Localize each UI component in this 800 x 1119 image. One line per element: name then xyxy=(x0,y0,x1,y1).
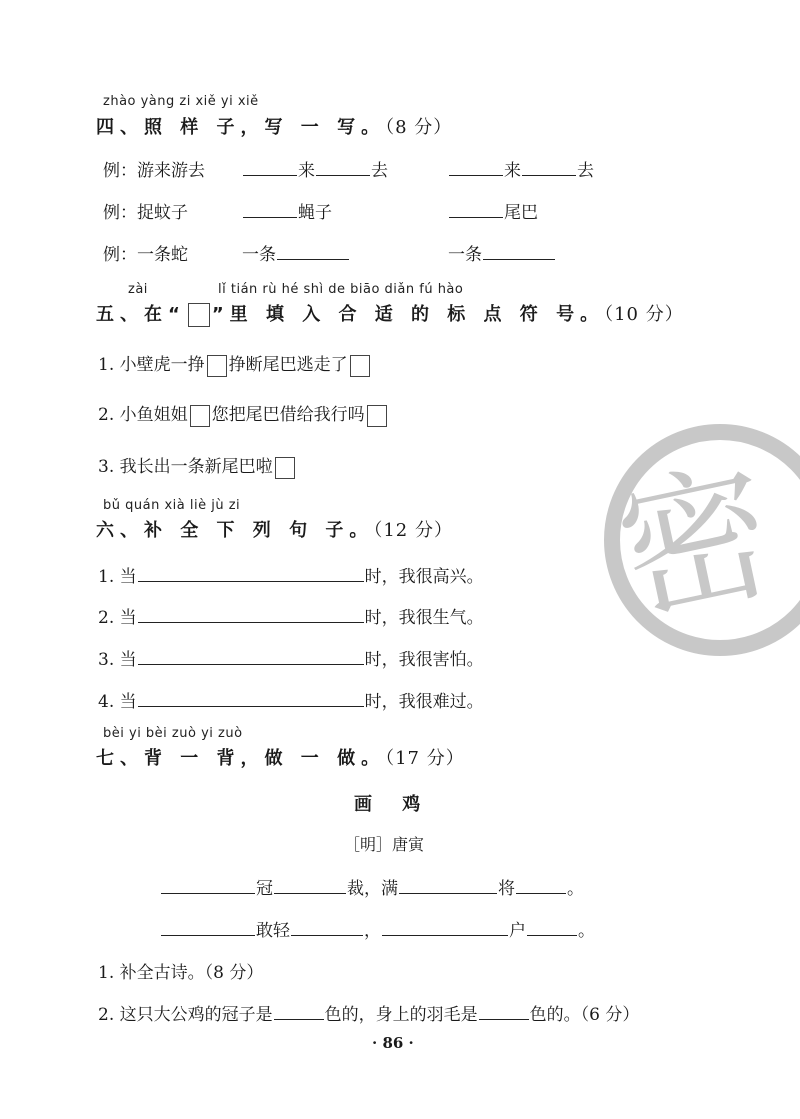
answer-blank[interactable] xyxy=(138,604,364,623)
answer-blank[interactable] xyxy=(277,241,349,260)
answer-blank[interactable] xyxy=(449,157,503,176)
answer-blank[interactable] xyxy=(399,875,497,894)
section6-item2: 2. 当 时，我很生气。 xyxy=(98,603,484,628)
section6-pinyin: bǔ quán xià liè jù zi xyxy=(103,498,241,513)
punctuation-box[interactable] xyxy=(367,405,387,427)
section4-row1-b: 来 去 xyxy=(448,156,594,181)
answer-blank[interactable] xyxy=(316,157,370,176)
section6-item4: 4. 当 时，我很难过。 xyxy=(98,687,484,712)
section6-item3: 3. 当 时，我很害怕。 xyxy=(98,645,484,670)
svg-text:密: 密 xyxy=(604,443,788,645)
punctuation-box[interactable] xyxy=(275,457,295,479)
answer-blank[interactable] xyxy=(138,646,364,665)
section4-row2-a: 蝇子 xyxy=(242,198,332,223)
poem-line2: 敢轻 ， 户 。 xyxy=(160,916,595,941)
answer-blank[interactable] xyxy=(449,199,503,218)
section4-row1-a: 来 去 xyxy=(242,156,388,181)
section7-pinyin: bèi yi bèi zuò yi zuò xyxy=(103,726,243,741)
section5-pinyin-zai: zài xyxy=(128,282,148,297)
answer-blank[interactable] xyxy=(382,917,508,936)
answer-blank[interactable] xyxy=(274,1001,324,1020)
answer-blank[interactable] xyxy=(243,157,297,176)
poem-title: 画 鸡 xyxy=(354,794,433,815)
section6-item1: 1. 当 时，我很高兴。 xyxy=(98,562,484,587)
punctuation-box[interactable] xyxy=(190,405,210,427)
answer-blank[interactable] xyxy=(479,1001,529,1020)
answer-blank[interactable] xyxy=(138,563,364,582)
answer-blank[interactable] xyxy=(291,917,363,936)
page-number: · 86 · xyxy=(372,1034,414,1052)
section5-pinyin: lǐ tián rù hé shì de biāo diǎn fú hào xyxy=(218,282,464,297)
answer-blank[interactable] xyxy=(138,688,364,707)
section4-row3-b: 一条 xyxy=(448,240,556,265)
section7-q2: 2. 这只大公鸡的冠子是 色的，身上的羽毛是 色的。（6 分） xyxy=(98,1000,639,1025)
section7-q1: 1. 补全古诗。（8 分） xyxy=(98,963,264,983)
answer-blank[interactable] xyxy=(483,241,555,260)
section5-item1: 1. 小壁虎一挣 挣断尾巴逃走了 xyxy=(98,350,372,377)
punctuation-box[interactable] xyxy=(207,355,227,377)
section5-item3: 3. 我长出一条新尾巴啦 xyxy=(98,452,297,479)
answer-blank[interactable] xyxy=(516,875,566,894)
section6-heading: 六、补 全 下 列 句 子。（12 分） xyxy=(96,520,453,541)
section4-heading: 四、照 样 子，写 一 写。（8 分） xyxy=(96,117,453,138)
answer-blank[interactable] xyxy=(274,875,346,894)
section4-row3-a: 一条 xyxy=(242,240,350,265)
answer-blank[interactable] xyxy=(522,157,576,176)
section4-row2-b: 尾巴 xyxy=(448,198,538,223)
section4-pinyin: zhào yàng zi xiě yi xiě xyxy=(103,94,259,109)
poem-author: ［明］唐寅 xyxy=(344,835,425,854)
section4-row2-label: 例：捉蚊子 xyxy=(103,203,188,223)
poem-line1: 冠 裁，满 将 。 xyxy=(160,874,584,899)
section4-row3-label: 例：一条蛇 xyxy=(103,245,188,265)
section5-heading: 五、在“ ”里 填 入 合 适 的 标 点 符 号。（10 分） xyxy=(96,304,684,325)
answer-blank[interactable] xyxy=(527,917,577,936)
section7-heading: 七、背 一 背，做 一 做。（17 分） xyxy=(96,748,465,769)
section4-row1-label: 例：游来游去 xyxy=(103,161,205,181)
answer-blank[interactable] xyxy=(161,917,255,936)
punctuation-box-sample xyxy=(188,303,210,327)
section5-item2: 2. 小鱼姐姐 您把尾巴借给我行吗 xyxy=(98,400,389,427)
answer-blank[interactable] xyxy=(161,875,255,894)
punctuation-box[interactable] xyxy=(350,355,370,377)
answer-blank[interactable] xyxy=(243,199,297,218)
secret-seal-watermark xyxy=(600,420,800,660)
